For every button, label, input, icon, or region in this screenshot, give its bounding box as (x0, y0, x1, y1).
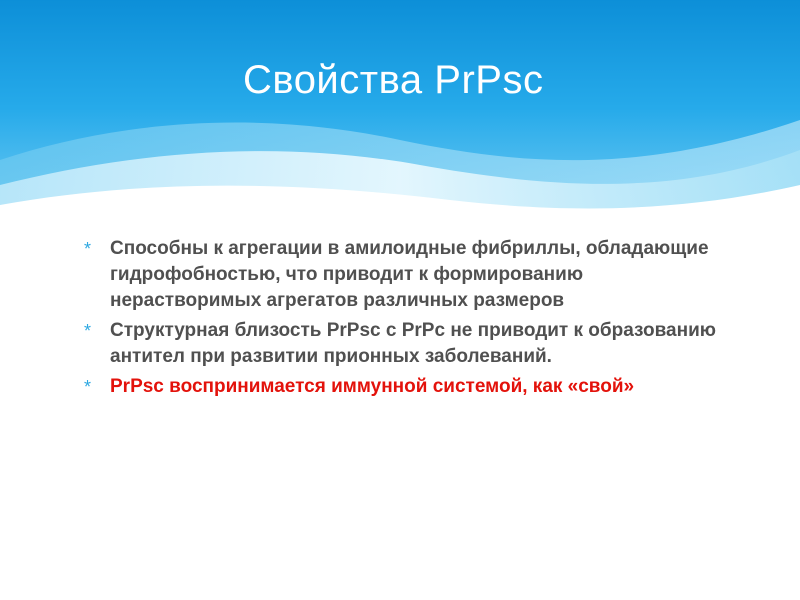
asterisk-bullet-icon: * (84, 321, 92, 341)
asterisk-bullet-icon: * (84, 239, 92, 259)
bullet-text: Структурная близость PrPsc с PrPc не приводит к образованию антител при развитии прионных заболеваний. (110, 320, 717, 367)
bullet-item-highlighted (84, 374, 724, 400)
bullet-text: Способны к агрегации в амилоидные фибриллы, обладающие гидрофобностью, что приводит к формированию нерастворимых агрегатов различных размеров (110, 238, 709, 311)
slide-title: Свойства PrPsc (243, 58, 544, 102)
bullet-list (84, 236, 724, 404)
bullet-item (84, 318, 724, 370)
bullet-item (84, 236, 724, 314)
bullet-text-highlighted: PrPsc воспринимается иммунной системой, как «свой» (110, 376, 635, 397)
asterisk-bullet-icon: * (84, 377, 92, 397)
wave-header-background (0, 0, 800, 240)
